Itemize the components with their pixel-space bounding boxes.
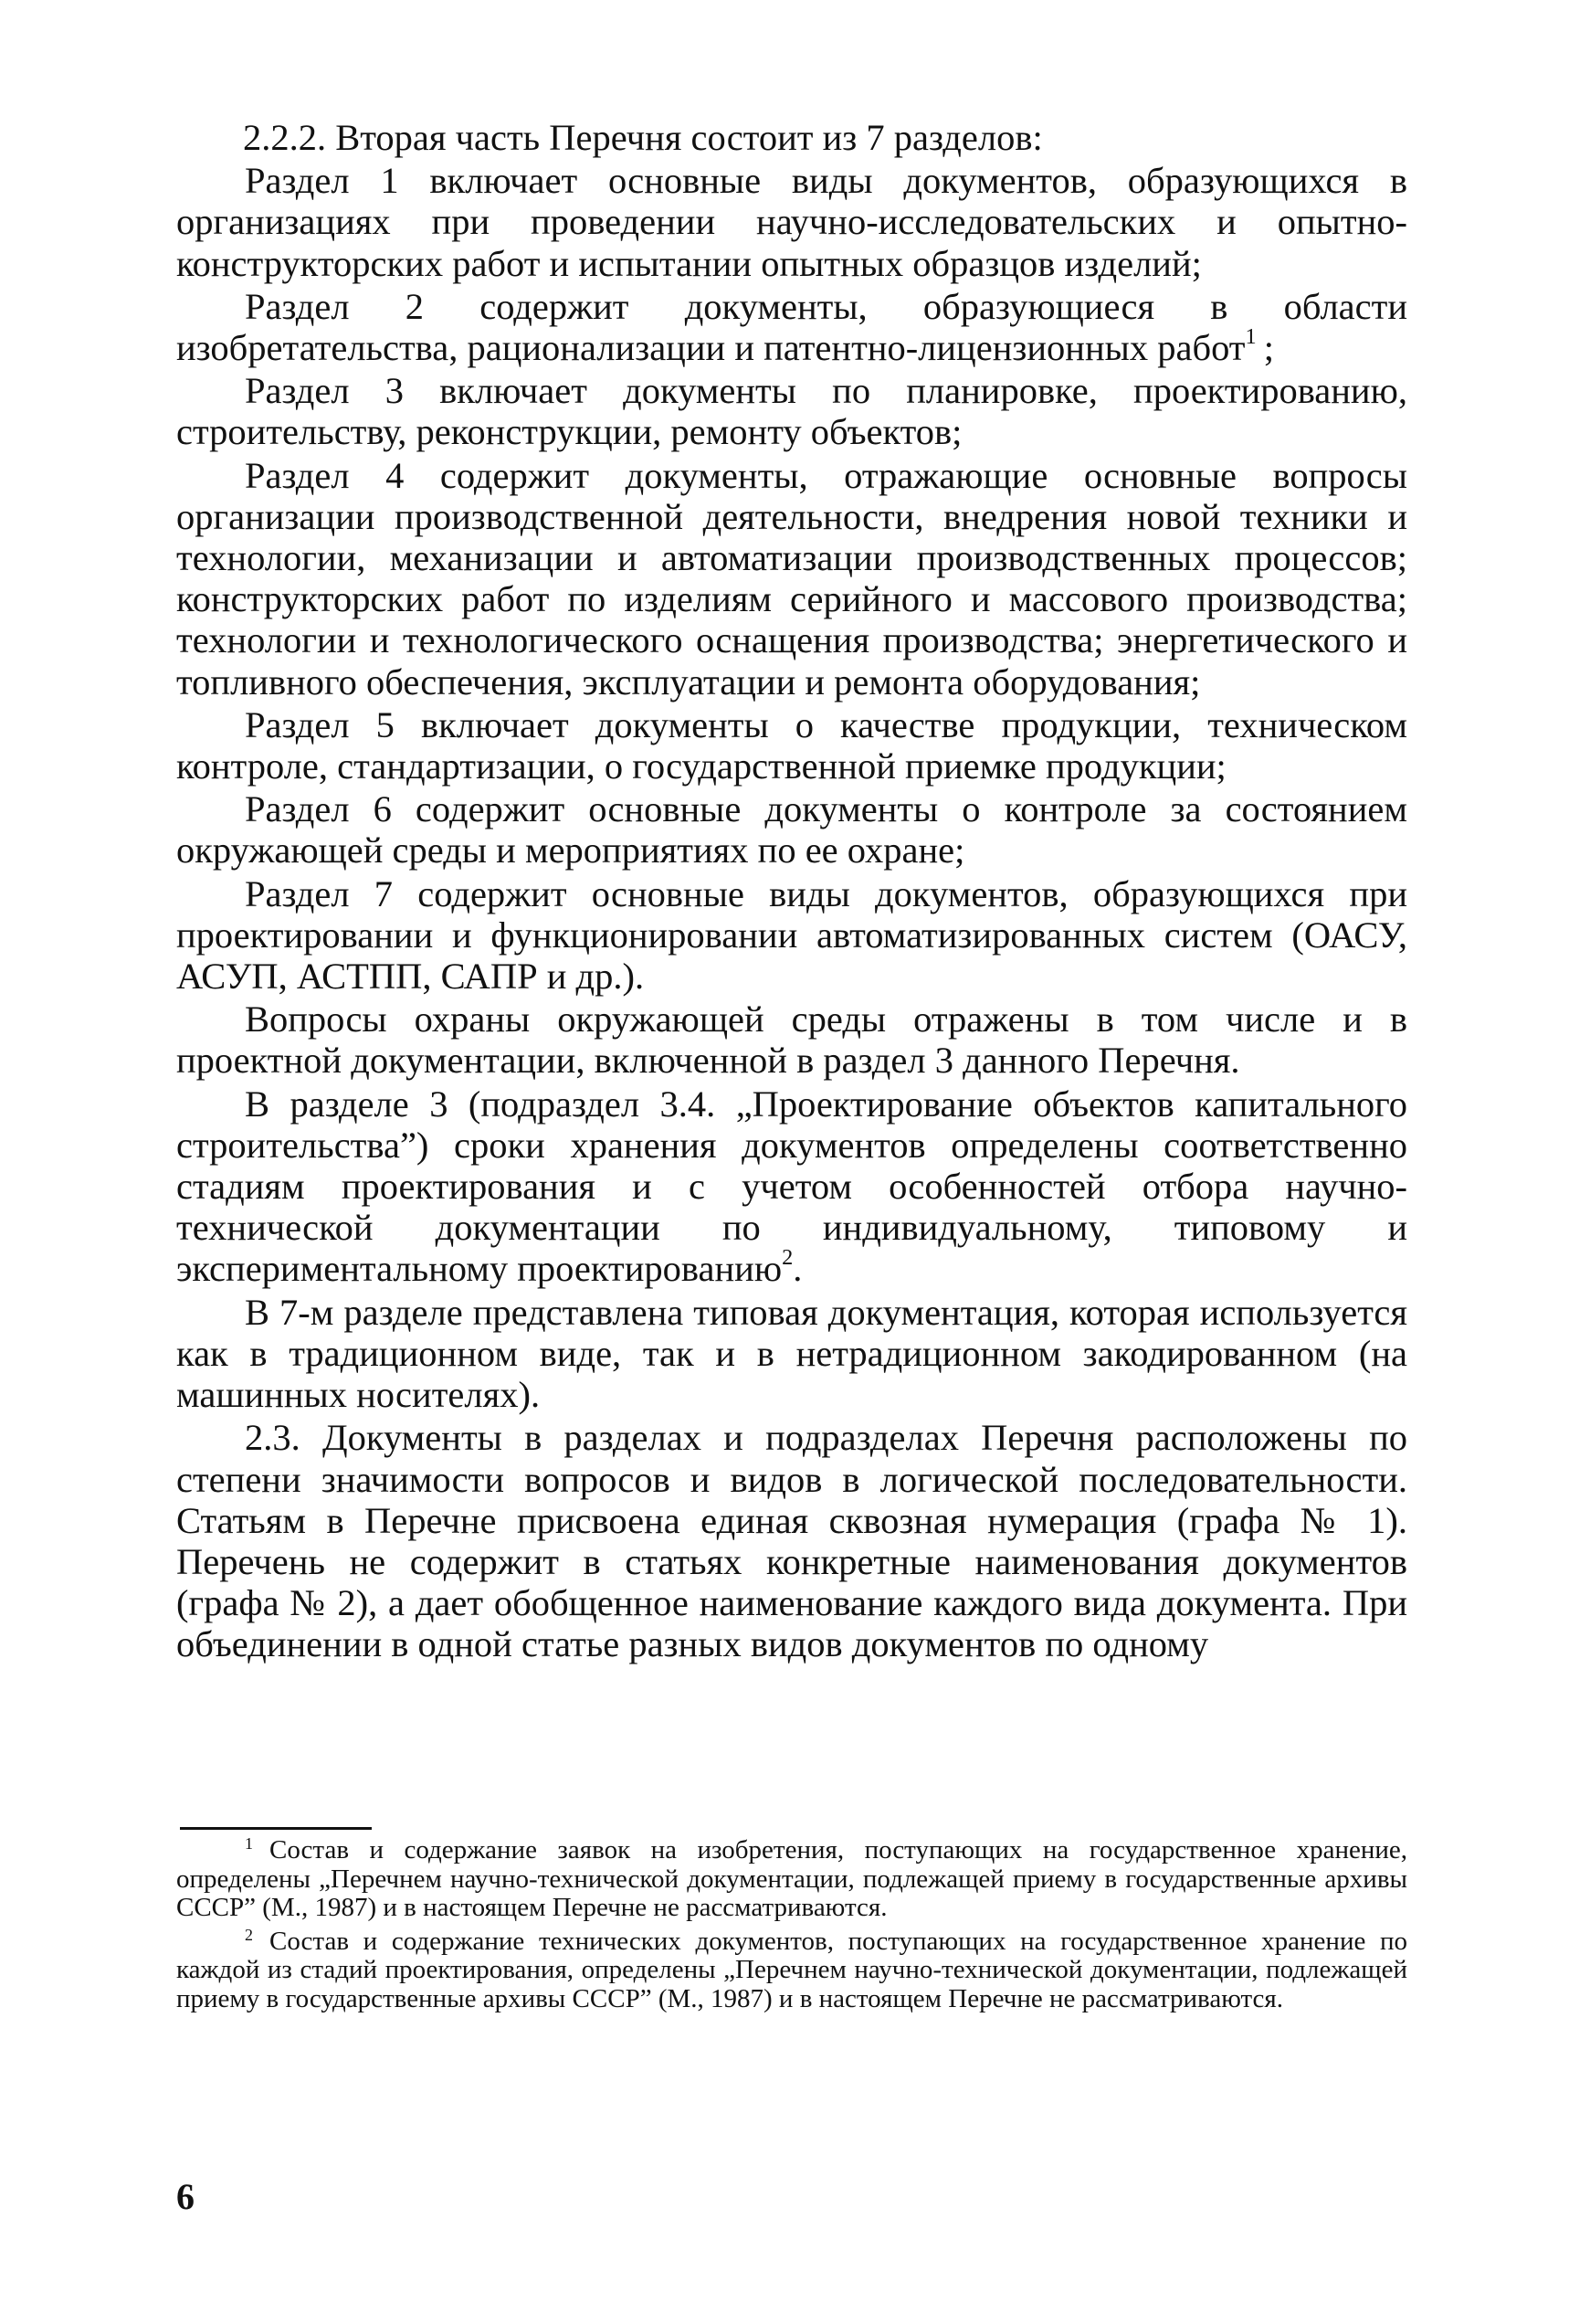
- paragraph-section-1: Раздел 1 включает основные виды документов, образующихся в организациях при проведении научно-исследовательских и опытно-конструкторских работ и испытании опытных образцов изделий;: [176, 160, 1407, 284]
- paragraph-section-3: Раздел 3 включает документы по планировке, проектированию, строительству, реконструкции, ремонту объектов;: [176, 370, 1407, 453]
- footnote-text-2: Состав и содержание технических документов, поступающих на государственное хранение по каждой из стадий проектирования, определены „Перечнем научно-технической документации, подлежащей приему в государственные архивы СССР” (М., 1987) и в настоящем Перечне не рассматриваются.: [176, 1926, 1407, 2013]
- footnote-ref-2: 2: [782, 1245, 794, 1271]
- paragraph-2-2-2: 2.2.2. Вторая часть Перечня состоит из 7 разделов:: [243, 117, 1043, 158]
- paragraph-section-4: Раздел 4 содержит документы, отражающие основные вопросы организации производственной деятельности, внедрения новой техники и технологии, механизации и автоматизации производственных процессов; конструкторских работ по изделиям серийного и массового производства; технологии и технологического оснащения производства; энергетического и топливного обеспечения, эксплуатации и ремонта оборудования;: [176, 454, 1407, 702]
- paragraph-environment: Вопросы охраны окружающей среды отражены в том числе и в проектной документации, включенной в раздел 3 данного Перечня.: [176, 998, 1407, 1082]
- paragraph-section-5: Раздел 5 включает документы о качестве продукции, техническом контроле, стандартизации, о государственной приемке продукции;: [176, 703, 1407, 787]
- footnote-text-1: Состав и содержание заявок на изобретения, поступающих на государственное хранение, определены „Перечнем научно-технической документации, подлежащей приему в государственные архивы СССР” (М., 1987) и в настоящем Перечне не рассматриваются.: [176, 1835, 1407, 1922]
- footnote-mark-1: 1: [245, 1834, 253, 1854]
- paragraph-section-2: Раздел 2 содержит документы, образующиеся в области изобретательства, рационализации и патентно-лицензионных работ$^1$ ;: [176, 285, 1407, 369]
- paragraph-section-7: Раздел 7 содержит основные виды документов, образующихся при проектировании и функционировании автоматизированных систем (ОАСУ, АСУП, АСТПП, САПР и др.).: [176, 872, 1407, 998]
- footnote-divider: [180, 1827, 372, 1830]
- footnote-mark-2: 2: [245, 1925, 253, 1944]
- paragraph-2-3: 2.3. Документы в разделах и подразделах Перечня расположены по степени значимости вопросов и видов в логической последовательности. Статьям в Перечне присвоена единая сквозная нумерация (графа № 1). Перечень не содержит в статьях конкретные наименования документов (графа № 2), а дает обобщенное наименование каждого вида документа. При объединении в одной статье разных видов документов по одному: [176, 1417, 1407, 1665]
- page-number: 6: [176, 2176, 195, 2217]
- footnote-ref-1: 1: [1245, 323, 1257, 349]
- main-text: [176, 117, 1407, 1667]
- footnotes: [176, 1836, 1407, 2018]
- footnote-2: [176, 1925, 1407, 2014]
- footnote-1: [176, 1836, 1407, 1923]
- paragraph-section-7-typical: В 7-м разделе представлена типовая документация, которая используется как в традиционном виде, так и в нетрадиционном закодированном (на машинных носителях).: [176, 1291, 1407, 1416]
- paragraph-section-6: Раздел 6 содержит основные документы о контроле за состоянием окружающей среды и мероприятиях по ее охране;: [176, 788, 1407, 872]
- paragraph-section-3-storage: В разделе 3 (подраздел 3.4. „Проектирование объектов капитального строительства”) сроки хранения документов определены соответственно стадиям проектирования и с учетом особенностей отбора научно-технической документации по индивидуальному, типовому и экспериментальному проектированию$^2$.: [176, 1083, 1407, 1290]
